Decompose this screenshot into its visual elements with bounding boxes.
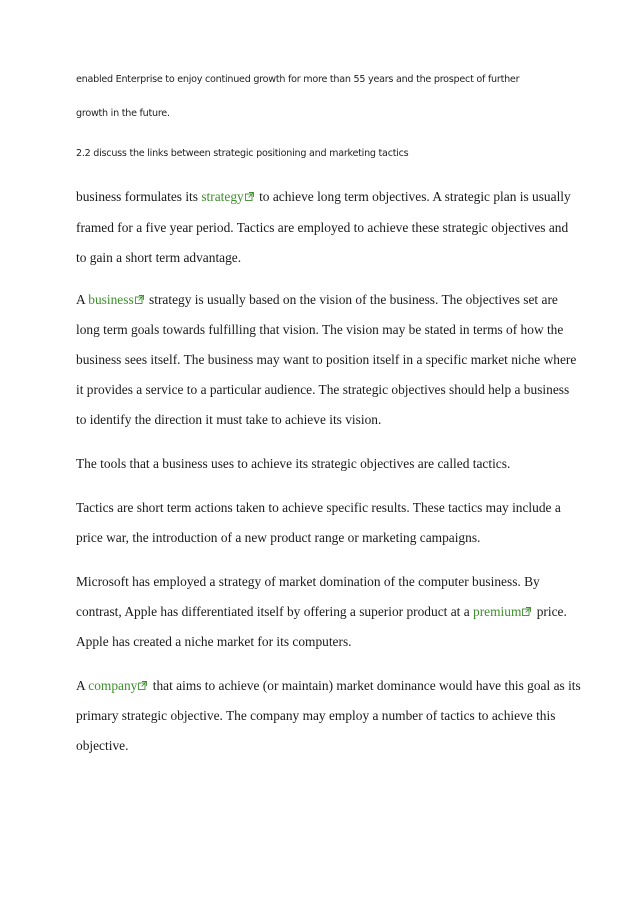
text-line	[76, 500, 561, 516]
text-line	[76, 678, 581, 694]
text-line	[76, 189, 571, 205]
text-line	[76, 634, 352, 650]
text-line	[76, 412, 381, 428]
business-link[interactable]: business	[88, 292, 134, 307]
text-fragment: price war, the introduction of a new product range or marketing campaigns.	[76, 530, 481, 545]
text-fragment: business sees itself. The business may want to position itself in a specific market niche where	[76, 352, 577, 367]
text-fragment: long term goals towards fulfilling that vision. The vision may be stated in terms of how the	[76, 322, 564, 337]
text-line	[76, 708, 555, 724]
text-line	[76, 382, 569, 398]
text-fragment: A	[76, 678, 89, 693]
text-line	[76, 352, 576, 368]
company-link[interactable]: company	[88, 678, 138, 693]
text-fragment: it provides a service to a particular audience. The strategic objectives should help a business	[76, 382, 570, 397]
text-fragment: primary strategic objective. The company may employ a number of tactics to achieve this	[76, 708, 556, 723]
text-fragment: strategy is usually based on the vision of the business. The objectives set are	[145, 292, 558, 307]
text-line	[76, 604, 567, 620]
text-fragment: business formulates its	[76, 189, 202, 204]
external-link-icon[interactable]	[245, 192, 254, 201]
premium-link[interactable]: premium	[473, 604, 522, 619]
text-fragment: A	[76, 292, 89, 307]
text-line	[76, 456, 510, 472]
text-line	[76, 108, 170, 119]
text-line	[76, 74, 519, 85]
section-heading-text: 2.2 discuss the links between strategic positioning and marketing tactics	[76, 148, 409, 159]
text-fragment: Tactics are short term actions taken to achieve specific results. These tactics may include a	[76, 500, 561, 515]
section-heading	[76, 148, 408, 159]
text-fragment: Apple has created a niche market for its computers.	[76, 634, 352, 649]
text-fragment: to gain a short term advantage.	[76, 250, 242, 265]
external-link-icon[interactable]	[135, 295, 144, 304]
external-link-icon[interactable]	[138, 681, 147, 690]
text-fragment: enabled Enterprise to enjoy continued growth for more than 55 years and the prospect of further	[76, 74, 520, 85]
text-fragment: objective.	[76, 738, 129, 753]
text-fragment: framed for a five year period. Tactics are employed to achieve these strategic objectives and	[76, 220, 569, 235]
text-fragment: to identify the direction it must take to achieve its vision.	[76, 412, 382, 427]
text-line	[76, 738, 128, 754]
text-line	[76, 250, 241, 266]
strategy-link[interactable]: strategy	[201, 189, 244, 204]
text-line	[76, 292, 558, 308]
text-fragment: that aims to achieve (or maintain) market dominance would have this goal as its	[149, 678, 581, 693]
text-fragment: The tools that a business uses to achieve its strategic objectives are called tactics.	[76, 456, 511, 471]
text-fragment: growth in the future.	[76, 108, 170, 119]
text-line	[76, 530, 480, 546]
text-line	[76, 220, 568, 236]
text-line	[76, 574, 540, 590]
text-fragment: Microsoft has employed a strategy of market domination of the computer business. By	[76, 574, 540, 589]
text-fragment: to achieve long term objectives. A strategic plan is usually	[255, 189, 571, 204]
external-link-icon[interactable]	[522, 607, 531, 616]
text-fragment: price.	[533, 604, 567, 619]
text-line	[76, 322, 563, 338]
text-fragment: contrast, Apple has differentiated itself by offering a superior product at a	[76, 604, 474, 619]
